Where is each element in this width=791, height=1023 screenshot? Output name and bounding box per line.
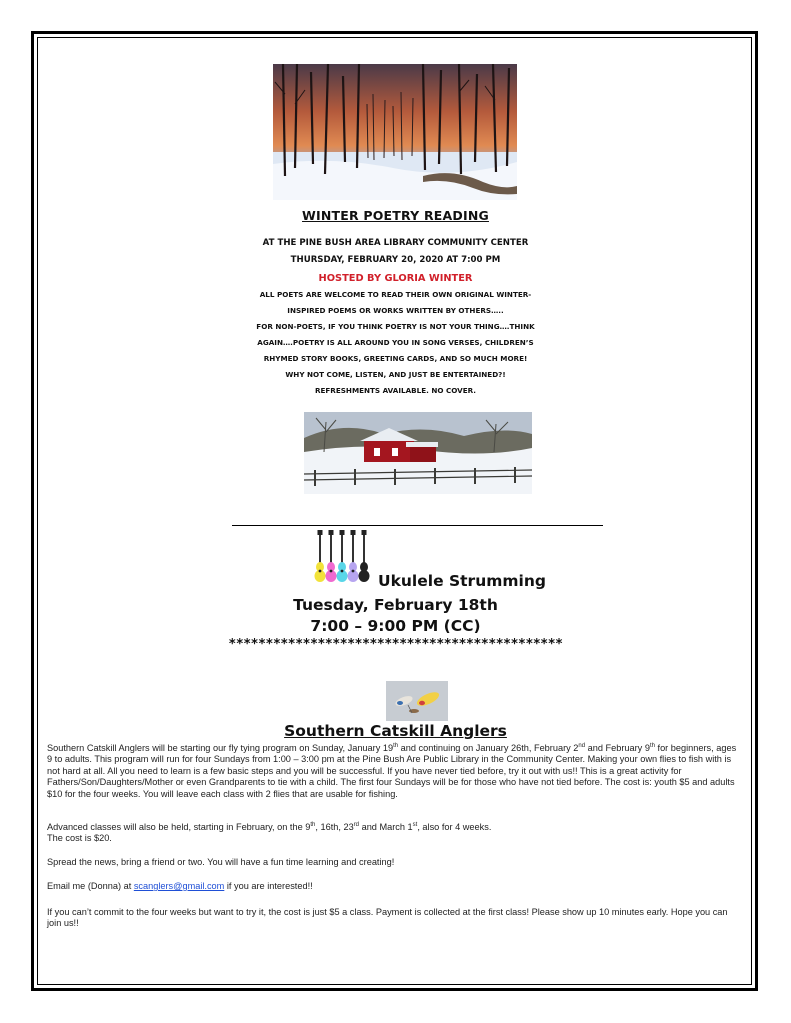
anglers-paragraph-5: If you can’t commit to the four weeks but want to try it, the cost is just $5 a class. Payment is collected at the first class! Please show up 10 minutes early. Hope you can join us!! <box>47 907 728 929</box>
poetry-title: WINTER POETRY READING <box>302 208 489 223</box>
poetry-desc-line: RHYMED STORY BOOKS, GREETING CARDS, AND SO MUCH MORE! <box>263 354 528 363</box>
ukulele-icon <box>359 530 370 582</box>
poetry-datetime: THURSDAY, FEBRUARY 20, 2020 AT 7:00 PM <box>290 255 501 265</box>
fishing-flies-image <box>386 681 448 721</box>
winter-forest-image <box>273 64 517 200</box>
poetry-desc-line: ALL POETS ARE WELCOME TO READ THEIR OWN ORIGINAL WINTER- <box>259 290 532 299</box>
ukulele-icon <box>348 530 359 582</box>
poetry-desc-line: AGAIN….POETRY IS ALL AROUND YOU IN SONG VERSES, CHILDREN’S <box>257 338 534 347</box>
ukulele-icon <box>326 530 337 582</box>
ukulele-date: Tuesday, February 18th <box>293 596 498 614</box>
poetry-desc-line: INSPIRED POEMS OR WORKS WRITTEN BY OTHERS….. <box>287 306 504 315</box>
ukulele-icon <box>315 530 326 582</box>
section-divider <box>232 525 603 526</box>
poetry-location: AT THE PINE BUSH AREA LIBRARY COMMUNITY CENTER <box>262 238 529 248</box>
ukulele-time: 7:00 – 9:00 PM (CC) <box>310 617 481 635</box>
poetry-refreshments: REFRESHMENTS AVAILABLE. NO COVER. <box>314 386 477 395</box>
email-link[interactable]: scanglers@gmail.com <box>133 881 225 891</box>
poetry-desc-line: WHY NOT COME, LISTEN, AND JUST BE ENTERTAINED?! <box>285 370 506 379</box>
poetry-host: HOSTED BY GLORIA WINTER <box>318 273 473 284</box>
anglers-paragraph-1: Southern Catskill Anglers will be starting our fly tying program on Sunday, January 19th and continuing on January 26th, February 2nd and February 9th for beginners, ages 9 to adults. This program will run for four Sundays from 1:00 – 3:00 pm at the Pine Bush Are Public Library in the Community Center. Making your own flies to fish with is not hard at all. All you need to learn is a few basic steps and you will be successful. If you have never tied before, try it out with us!! This is a great activity for Fathers/Son/Daughters/Mother or even Grandparents to tie with a child. The first four Sundays will be for those who have not tied before. The cost is: youth $5 and adults $10 for the four weeks. You will leave each class with 2 flies that are usable for fishing. <box>47 742 737 799</box>
ukuleles-image <box>312 529 378 585</box>
red-barn-image <box>304 412 532 494</box>
ukulele-title: Ukulele Strumming <box>378 572 546 590</box>
poetry-desc-line: FOR NON-POETS, IF YOU THINK POETRY IS NOT YOUR THING….THINK <box>256 322 535 331</box>
ukulele-icon <box>337 530 348 582</box>
anglers-paragraph-4: Email me (Donna) at scanglers@gmail.com if you are interested!! <box>47 881 313 891</box>
anglers-paragraph-3: Spread the news, bring a friend or two. You will have a fun time learning and creating! <box>47 857 395 867</box>
star-divider: ********************************************* <box>228 637 563 652</box>
anglers-title: Southern Catskill Anglers <box>284 722 507 740</box>
anglers-paragraph-2: Advanced classes will also be held, starting in February, on the 9th, 16th, 23rd and March 1st, also for 4 weeks. The cost is $20. <box>47 821 492 844</box>
